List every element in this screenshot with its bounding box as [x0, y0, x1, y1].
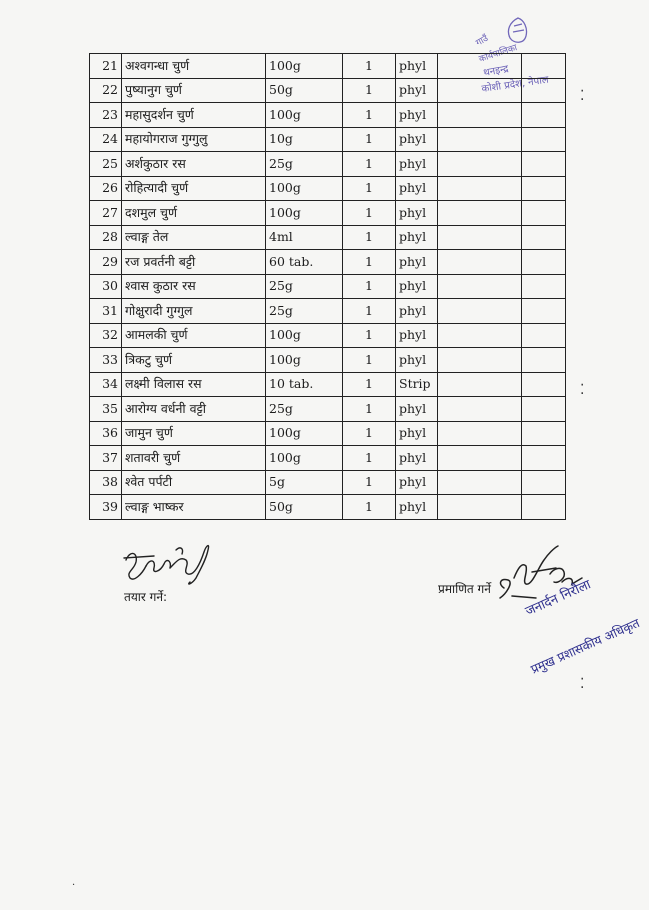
table-row	[90, 176, 566, 201]
unit: phyl	[396, 250, 438, 275]
table-row	[90, 250, 566, 275]
item-count: 1	[343, 78, 396, 103]
empty-cell	[522, 152, 566, 177]
table-row	[90, 348, 566, 373]
unit: phyl	[396, 152, 438, 177]
unit: phyl	[396, 421, 438, 446]
table-row	[90, 103, 566, 128]
item-count: 1	[343, 152, 396, 177]
unit: phyl	[396, 299, 438, 324]
medicine-name: गोक्षुरादी गुग्गुल	[122, 299, 266, 324]
medicine-name: पुष्यानुग चुर्ण	[122, 78, 266, 103]
empty-cell	[438, 201, 522, 226]
empty-cell	[522, 495, 566, 520]
item-count: 1	[343, 397, 396, 422]
empty-cell	[438, 78, 522, 103]
table-row	[90, 54, 566, 79]
empty-cell	[438, 250, 522, 275]
serial-number: 22	[90, 78, 122, 103]
empty-cell	[438, 470, 522, 495]
pack-quantity: 100g	[266, 348, 343, 373]
empty-cell	[522, 446, 566, 471]
prepared-by-signature-icon	[120, 538, 220, 590]
item-count: 1	[343, 348, 396, 373]
unit: phyl	[396, 78, 438, 103]
svg-text:गाउँ: गाउँ	[474, 33, 491, 49]
unit: phyl	[396, 348, 438, 373]
scan-dot-icon: ·	[72, 880, 76, 891]
pack-quantity: 5g	[266, 470, 343, 495]
serial-number: 23	[90, 103, 122, 128]
table-row	[90, 421, 566, 446]
medicine-name: त्रिकटु चुर्ण	[122, 348, 266, 373]
empty-cell	[438, 446, 522, 471]
unit: phyl	[396, 127, 438, 152]
pack-quantity: 60 tab.	[266, 250, 343, 275]
empty-cell	[522, 176, 566, 201]
empty-cell	[522, 127, 566, 152]
item-count: 1	[343, 495, 396, 520]
empty-cell	[522, 201, 566, 226]
medicine-name: महायोगराज गुग्गुलु	[122, 127, 266, 152]
empty-cell	[522, 348, 566, 373]
medicine-name: ल्वाङ्ग भाष्कर	[122, 495, 266, 520]
unit: phyl	[396, 54, 438, 79]
scan-mark-icon: ⁚	[580, 676, 585, 692]
medicine-list-table	[89, 53, 566, 520]
medicine-name: रोहित्यादी चुर्ण	[122, 176, 266, 201]
table-row	[90, 152, 566, 177]
pack-quantity: 100g	[266, 54, 343, 79]
empty-cell	[438, 299, 522, 324]
pack-quantity: 50g	[266, 78, 343, 103]
table-row	[90, 78, 566, 103]
serial-number: 26	[90, 176, 122, 201]
prepared-by-label: तयार गर्ने:	[124, 590, 168, 604]
medicine-name: दशमुल चुर्ण	[122, 201, 266, 226]
item-count: 1	[343, 250, 396, 275]
medicine-name: रज प्रवर्तनी बट्टी	[122, 250, 266, 275]
unit: phyl	[396, 495, 438, 520]
item-count: 1	[343, 299, 396, 324]
serial-number: 39	[90, 495, 122, 520]
unit: phyl	[396, 397, 438, 422]
item-count: 1	[343, 103, 396, 128]
serial-number: 36	[90, 421, 122, 446]
item-count: 1	[343, 54, 396, 79]
scan-mark-icon: ⁚	[580, 88, 585, 104]
empty-cell	[438, 372, 522, 397]
serial-number: 29	[90, 250, 122, 275]
serial-number: 30	[90, 274, 122, 299]
pack-quantity: 100g	[266, 176, 343, 201]
serial-number: 38	[90, 470, 122, 495]
pack-quantity: 100g	[266, 103, 343, 128]
empty-cell	[522, 299, 566, 324]
item-count: 1	[343, 274, 396, 299]
table-row	[90, 127, 566, 152]
pack-quantity: 100g	[266, 446, 343, 471]
table-row	[90, 323, 566, 348]
serial-number: 32	[90, 323, 122, 348]
empty-cell	[438, 274, 522, 299]
unit: phyl	[396, 470, 438, 495]
scan-mark-icon: ⁚	[580, 382, 585, 398]
unit: phyl	[396, 201, 438, 226]
medicine-name: महासुदर्शन चुर्ण	[122, 103, 266, 128]
table-row	[90, 274, 566, 299]
table-row	[90, 225, 566, 250]
serial-number: 27	[90, 201, 122, 226]
pack-quantity: 100g	[266, 421, 343, 446]
serial-number: 24	[90, 127, 122, 152]
medicine-name: अश्वगन्धा चुर्ण	[122, 54, 266, 79]
pack-quantity: 100g	[266, 201, 343, 226]
empty-cell	[438, 323, 522, 348]
svg-text:थनइन्द्र: थनइन्द्र	[482, 63, 510, 79]
empty-cell	[438, 103, 522, 128]
empty-cell	[522, 470, 566, 495]
medicine-name: श्वेत पर्पटी	[122, 470, 266, 495]
medicine-name: आमलकी चुर्ण	[122, 323, 266, 348]
officer-name: जनार्दन निरौला	[523, 577, 594, 620]
serial-number: 37	[90, 446, 122, 471]
medicine-name: जामुन चुर्ण	[122, 421, 266, 446]
item-count: 1	[343, 225, 396, 250]
empty-cell	[522, 225, 566, 250]
pack-quantity: 10 tab.	[266, 372, 343, 397]
pack-quantity: 25g	[266, 152, 343, 177]
empty-cell	[522, 372, 566, 397]
item-count: 1	[343, 127, 396, 152]
pack-quantity: 50g	[266, 495, 343, 520]
item-count: 1	[343, 323, 396, 348]
empty-cell	[438, 495, 522, 520]
officer-title: प्रमुख प्रशासकीय अधिकृत	[528, 615, 642, 677]
item-count: 1	[343, 470, 396, 495]
empty-cell	[438, 397, 522, 422]
empty-cell	[522, 421, 566, 446]
empty-cell	[438, 127, 522, 152]
medicine-name: शतावरी चुर्ण	[122, 446, 266, 471]
svg-text:कोशी प्रदेश, नेपाल: कोशी प्रदेश, नेपाल	[480, 74, 550, 95]
certified-by-label: प्रमाणित गर्ने	[438, 582, 491, 596]
empty-cell	[522, 78, 566, 103]
svg-text:कार्यपालिका: कार्यपालिका	[477, 43, 519, 65]
table-row	[90, 201, 566, 226]
medicine-name: आरोग्य वर्धनी वट्टी	[122, 397, 266, 422]
empty-cell	[438, 54, 522, 79]
empty-cell	[522, 274, 566, 299]
unit: phyl	[396, 274, 438, 299]
serial-number: 33	[90, 348, 122, 373]
empty-cell	[438, 421, 522, 446]
table-row	[90, 397, 566, 422]
pack-quantity: 10g	[266, 127, 343, 152]
item-count: 1	[343, 201, 396, 226]
table-row	[90, 470, 566, 495]
medicine-name: श्वास कुठार रस	[122, 274, 266, 299]
medicine-name: ल्वाङ्ग तेल	[122, 225, 266, 250]
empty-cell	[438, 152, 522, 177]
unit: phyl	[396, 225, 438, 250]
pack-quantity: 25g	[266, 299, 343, 324]
item-count: 1	[343, 421, 396, 446]
unit: Strip	[396, 372, 438, 397]
pack-quantity: 100g	[266, 323, 343, 348]
table-row	[90, 446, 566, 471]
item-count: 1	[343, 372, 396, 397]
empty-cell	[522, 250, 566, 275]
serial-number: 31	[90, 299, 122, 324]
pack-quantity: 4ml	[266, 225, 343, 250]
medicine-name: लक्ष्मी विलास रस	[122, 372, 266, 397]
empty-cell	[522, 323, 566, 348]
serial-number: 35	[90, 397, 122, 422]
pack-quantity: 25g	[266, 397, 343, 422]
empty-cell	[438, 176, 522, 201]
unit: phyl	[396, 323, 438, 348]
unit: phyl	[396, 446, 438, 471]
empty-cell	[438, 348, 522, 373]
serial-number: 28	[90, 225, 122, 250]
pack-quantity: 25g	[266, 274, 343, 299]
serial-number: 21	[90, 54, 122, 79]
table-row	[90, 299, 566, 324]
item-count: 1	[343, 446, 396, 471]
unit: phyl	[396, 176, 438, 201]
empty-cell	[522, 397, 566, 422]
item-count: 1	[343, 176, 396, 201]
table-row	[90, 495, 566, 520]
serial-number: 34	[90, 372, 122, 397]
empty-cell	[522, 54, 566, 79]
table-row	[90, 372, 566, 397]
unit: phyl	[396, 103, 438, 128]
empty-cell	[522, 103, 566, 128]
serial-number: 25	[90, 152, 122, 177]
empty-cell	[438, 225, 522, 250]
medicine-name: अर्शकुठार रस	[122, 152, 266, 177]
